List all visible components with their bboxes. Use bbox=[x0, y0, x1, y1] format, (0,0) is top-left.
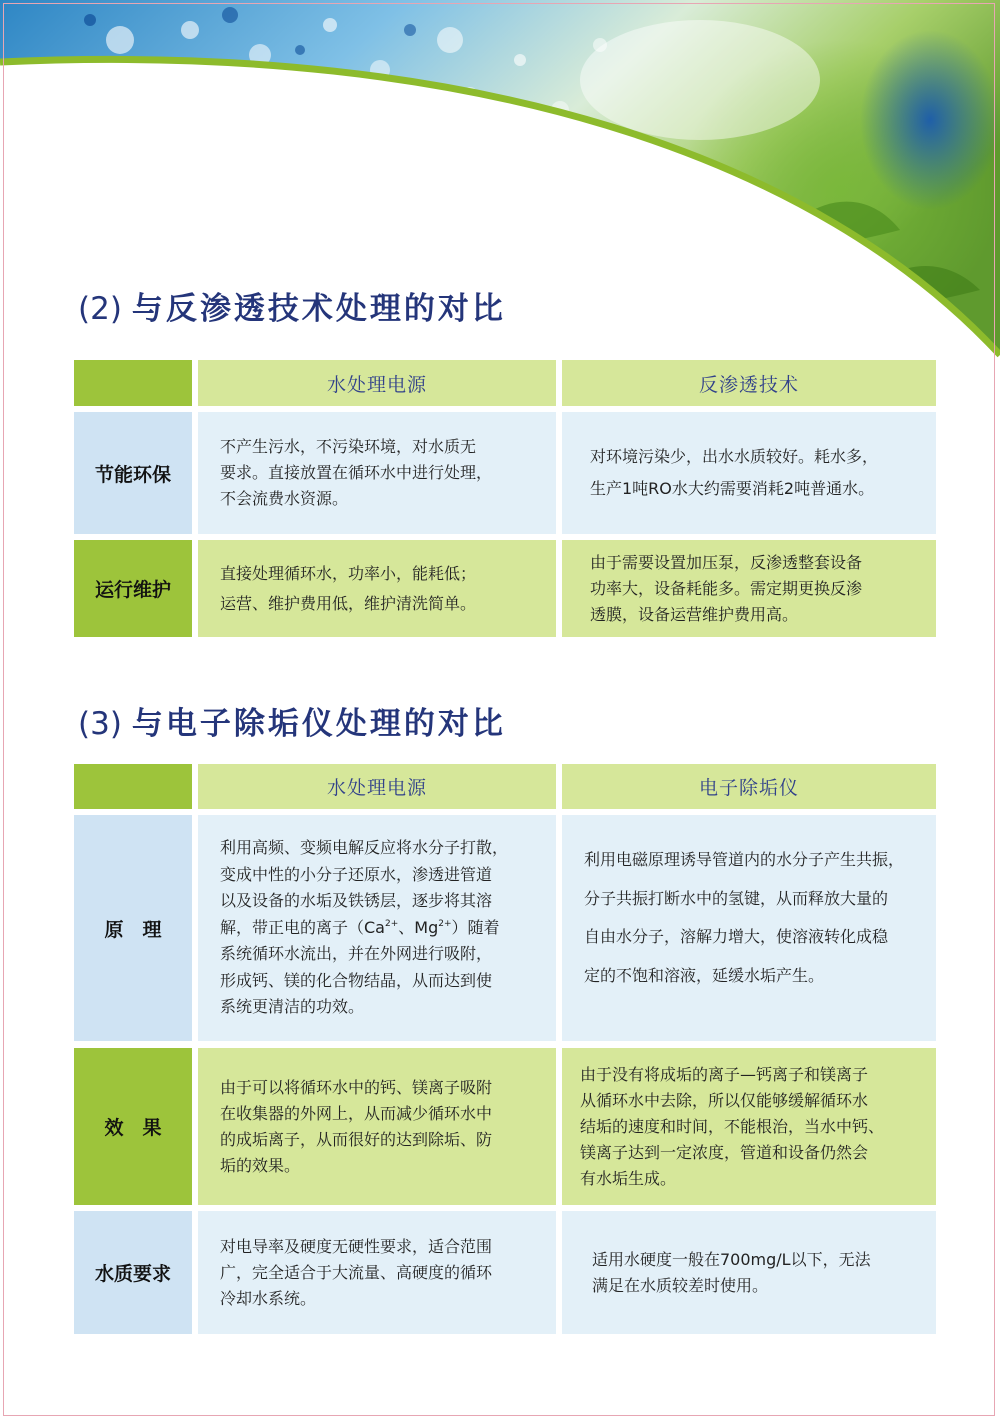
table-3-row-label: 效 果 bbox=[74, 1048, 192, 1205]
section-2-title-text: 与反渗透技术处理的对比 bbox=[131, 291, 506, 327]
table-2-row1-col2: 对环境污染少，出水水质较好。耗水多， 生产1吨RO水大约需要消耗2吨普通水。 bbox=[562, 412, 936, 534]
ion-text-mid: 、Mg bbox=[398, 917, 439, 937]
section-2-title bbox=[78, 289, 506, 329]
table-2-row1-col1: 不产生污水，不污染环境，对水质无 要求。直接放置在循环水中进行处理， 不会流费水资源。 bbox=[198, 412, 556, 534]
section-2-number: (2) bbox=[78, 291, 122, 327]
table-3-row2-col1: 由于可以将循环水中的钙、镁离子吸附 在收集器的外网上，从而减少循环水中 的成垢离子，从而很好的达到除垢、防 垢的效果。 bbox=[198, 1048, 556, 1205]
table-2-row-label: 节能环保 bbox=[74, 412, 192, 534]
table-3-row3-col2: 适用水硬度一般在700mg/L以下，无法 满足在水质较差时使用。 bbox=[562, 1211, 936, 1334]
table-3-row-label: 原 理 bbox=[74, 815, 192, 1041]
table-2-corner bbox=[74, 360, 192, 406]
table-2-header-col2: 反渗透技术 bbox=[562, 360, 936, 406]
table-2-row2-col1: 直接处理循环水，功率小，能耗低； 运营、维护费用低，维护清洗简单。 bbox=[198, 540, 556, 637]
table-3-row-label: 水质要求 bbox=[74, 1211, 192, 1334]
table-2-row-label: 运行维护 bbox=[74, 540, 192, 637]
magnesium-charge-superscript: 2+ bbox=[438, 918, 452, 929]
table-2-row2-col2: 由于需要设置加压泵，反渗透整套设备 功率大，设备耗能多。需定期更换反渗 透膜，设备运营维护费用高。 bbox=[562, 540, 936, 637]
table-3-header-col2: 电子除垢仪 bbox=[562, 764, 936, 809]
table-3-header-col1: 水处理电源 bbox=[198, 764, 556, 809]
section-3-number: (3) bbox=[78, 706, 122, 742]
table-2-header-col1: 水处理电源 bbox=[198, 360, 556, 406]
table-3-row1-col1 bbox=[198, 815, 556, 1041]
ion-text-after: ）随着 系统循环水流出，并在外网进行吸附， 形成钙、镁的化合物结晶，从而达到使 系统更清洁的功效。 bbox=[220, 917, 500, 1017]
table-3-row1-col2: 利用电磁原理诱导管道内的水分子产生共振， 分子共振打断水中的氢键，从而释放大量的 自由水分子，溶解力增大，使溶液转化成稳 定的不饱和溶液，延缓水垢产生。 bbox=[562, 815, 936, 1041]
ion-text-before: 利用高频、变频电解反应将水分子打散， 变成中性的小分子还原水，渗透进管道 以及设备的水垢及铁锈层，逐步将其溶 解，带正电的离子（Ca bbox=[220, 838, 509, 937]
table-3-row2-col2: 由于没有将成垢的离子—钙离子和镁离子 从循环水中去除，所以仅能够缓解循环水 结垢的速度和时间，不能根治，当水中钙、 镁离子达到一定浓度，管道和设备仍然会 有水垢生成。 bbox=[562, 1048, 936, 1205]
table-3-corner bbox=[74, 764, 192, 809]
calcium-charge-superscript: 2+ bbox=[384, 918, 399, 929]
table-3-row3-col1: 对电导率及硬度无硬性要求，适合范围 广，完全适合于大流量、高硬度的循环 冷却水系统。 bbox=[198, 1211, 556, 1334]
section-3-title-text: 与电子除垢仪处理的对比 bbox=[131, 706, 506, 742]
section-3-title bbox=[78, 704, 506, 744]
